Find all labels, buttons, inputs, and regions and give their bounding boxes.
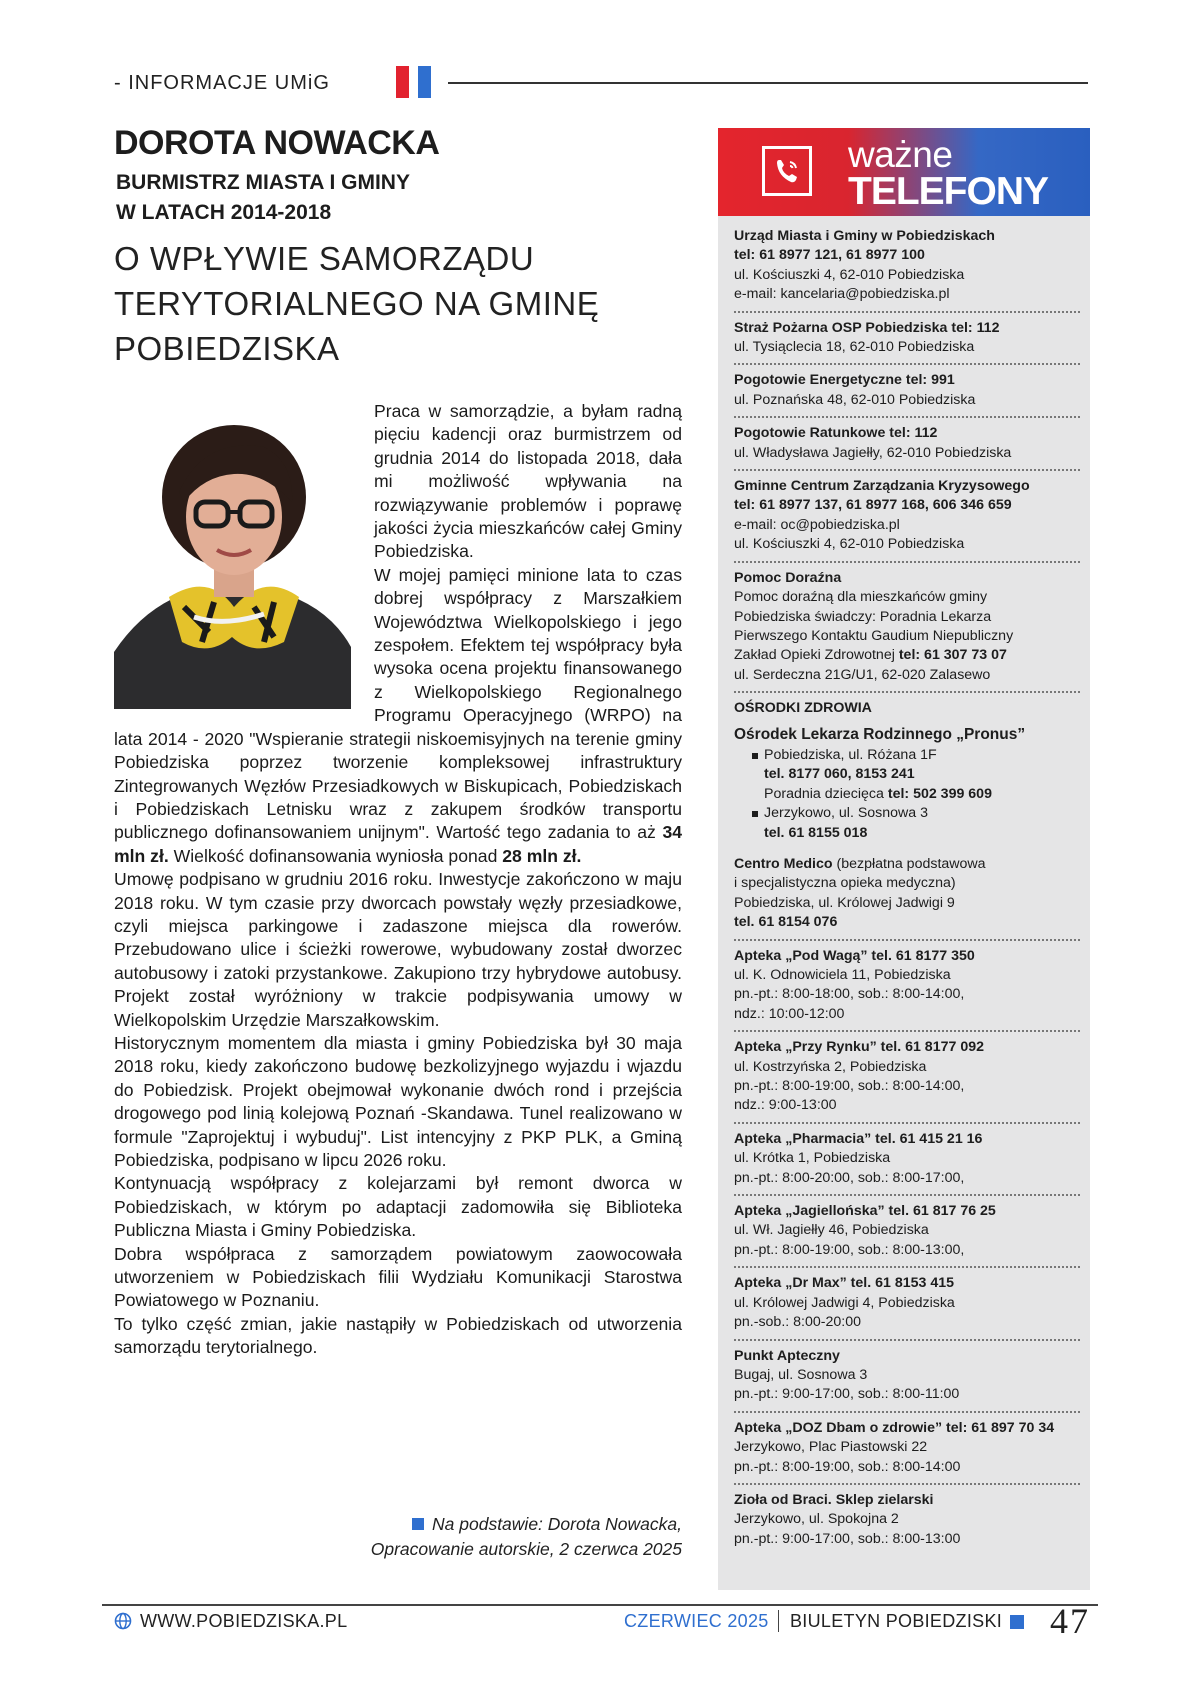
article-title-line: O WPŁYWIE SAMORZĄDU [114,240,535,277]
list-item: Pogotowie Energetyczne tel: 991 ul. Poznańska 48, 62-010 Pobiedziska [734,371,1080,418]
amount-funding: 28 mln zł. [502,845,582,866]
phones-list [734,227,1080,1561]
list-item: Apteka „DOZ Dbam o zdrowie” tel: 61 897 70 34 Jerzykowo, Plac Piastowski 22 pn.-pt.: 8:00-19:00, sob.: 8:00-14:00 [734,1419,1080,1485]
author-role-line: BURMISTRZ MIASTA I GMINY [116,171,410,194]
author-role-line: W LATACH 2014-2018 [116,201,332,224]
amount-total: 34 mln zł. [114,822,683,866]
list-item: Zioła od Braci. Sklep zielarski Jerzykowo, ul. Spokojna 2 pn.-pt.: 9:00-17:00, sob.: 8:00-13:00 [734,1491,961,1547]
list-item: Punkt Apteczny Bugaj, ul. Sosnowa 3 pn.-pt.: 9:00-17:00, sob.: 8:00-11:00 [734,1347,1080,1413]
bullet-icon [752,811,758,817]
list-item: Apteka „Pod Wagą” tel. 61 8177 350 ul. K. Odnowiciela 11, Pobiedziska pn.-pt.: 8:00-18:00, sob.: 8:00-14:00, ndz.: 10:00-12:00 [734,947,1080,1033]
article-paragraph: W mojej pamięci minione lata to czas dobrej współpracy z Marszałkiem Województwa Wielkopolskiego i jego zespołem. Efektem tej współpracy była wysoka ocena projektu finansowanego z Wielkopolskiego Regionalnego Programu Operacyjnego (WRPO) na lata 2014 - 2020 "Wspieranie strategii niskoemisyjnych na terenie gminy Pobiedziska poprzez tworzenie kompleksowej infrastruktury Zintegrowanych Węzłów Przesiadkowych w Biskupicach, Pobiedziskach i Pobiedziskach Letnisku wraz z zakupem środków transportu publicznego dofinansowaniem unijnym". Wartość tego zadania to aż 34 mln zł. Wielkość dofinansowania wyniosła ponad 28 mln zł. [114,564,683,866]
list-item: Urząd Miasta i Gminy w Pobiedziskach tel: 61 8977 121, 61 8977 100 ul. Kościuszki 4, 62-010 Pobiedziska e-mail: kancelaria@pobiedziska.pl [734,227,1080,313]
list-item: Pobiedziska, ul. Różana 1F tel. 8177 060, 8153 241 Poradnia dziecięca tel: 502 399 609 Jerzykowo, ul. Sosnowa 3 tel. 61 8155 018 [734,746,1080,849]
bullet-icon [752,753,758,759]
blue-square-icon [412,1518,424,1530]
list-item: Centro Medico (bezpłatna podstawowa i specjalistyczna opieka medyczna) Pobiedziska, ul. Królowej Jadwigi 9 tel. 61 8154 076 [734,855,1080,941]
section-label: - INFORMACJE UMiG [114,72,330,94]
author-portrait-image [114,402,351,709]
article-paragraph: Umowę podpisano w grudniu 2016 roku. Inwestycje zakończono w maju 2018 roku. W tym czasie przy dworcach powstały węzły przesiadkowe, czyli miejsca parkingowe i zadaszone miejsca dla rowerów. Przebudowano ulice i ścieżki rowerowe, wybudowany został dworzec autobusowy i zatoki przystankowe. Zakupiono trzy hybrydowe autobusy. Projekt został wyróżniony w trakcie podpisywania umowy w Wielkopolskim Urzędzie Marszałkowskim. [114,869,682,1030]
article-title [114,236,674,371]
header-rule [448,82,1088,84]
list-item: Pogotowie Ratunkowe tel: 112 ul. Władysława Jagiełły, 62-010 Pobiedziska [734,424,1080,471]
globe-icon [114,1612,132,1630]
list-item: Gminne Centrum Zarządzania Kryzysowego tel: 61 8977 137, 61 8977 168, 606 346 659 e-mail: oc@pobiedziska.pl ul. Kościuszki 4, 62-010 Pobiedziska [734,477,1080,563]
page-number: 47 [1050,1601,1090,1641]
list-item: Pomoc Doraźna Pomoc doraźną dla mieszkańców gminy Pobiedziska świadczy: Poradnia Lekarza Pierwszego Kontaktu Gaudium Niepubliczny Zakład Opieki Zdrowotnej tel: 61 307 73 07 ul. Serdeczna 21G/U1, 62-020 Zalasewo [734,569,1080,693]
article-paragraph: Kontynuacją współpracy z kolejarzami był remont dworca w Pobiedziskach, w którym po adaptacji zadomowiła się Biblioteka Publiczna Miasta i Gminy Pobiedziska. [114,1173,682,1241]
article-title-line: TERYTORIALNEGO NA GMINĘ [114,285,600,322]
section-heading: OŚRODKI ZDROWIA [734,700,872,717]
article-title-line: POBIEDZISKA [114,330,340,367]
article-paragraph: Praca w samorządzie, a byłam radną pięciu kadencji oraz burmistrzem od grudnia 2014 do listopada 2018, dała mi możliwość wpływania na rozwiązywanie problemów i poprawę jakości życia mieszkańców całej Gminy Pobiedziska. [374,401,682,562]
article-source: Na podstawie: Dorota Nowacka, Opracowanie autorskie, 2 czerwca 2025 [370,1514,682,1559]
article-paragraph: Historycznym momentem dla miasta i gminy Pobiedziska był 30 maja 2018 roku, kiedy zakończono budowę bezkolizyjnego wyjazdu i wjazdu do Pobiedzisk. Projekt obejmował wykonanie dwóch rond i przejścia drogowego pod linią kolejową Poznań -Skandawa. Tunel realizowano w formule "Zaprojektuj i wybuduj". List intencyjny z PKP PLK, a Gminą Pobiedziska, podpisano w lipcu 2026 roku. [114,1032,682,1170]
article-paragraph: To tylko część zmian, jakie nastąpiły w Pobiedziskach od utworzenia samorządu terytorialnego. [114,1313,682,1358]
article-paragraph: Dobra współpraca z samorządem powiatowym zaowocowała utworzeniem w Pobiedziskach filii Wydziału Komunikacji Starostwa Powiatowego w Poznaniu. [114,1243,682,1311]
banner-title-small: ważne [848,134,953,175]
footer-rule [102,1604,1098,1606]
footer-publication: BIULETYN POBIEDZISKI [790,1611,1003,1631]
list-item: Apteka „Pharmacia” tel. 61 415 21 16 ul. Krótka 1, Pobiedziska pn.-pt.: 8:00-20:00, sob.: 8:00-17:00, [734,1130,1080,1196]
author-name: DOROTA NOWACKA [114,124,440,162]
list-item: Apteka „Przy Rynku” tel. 61 8177 092 ul. Kostrzyńska 2, Pobiedziska pn.-pt.: 8:00-19:00, sob.: 8:00-14:00, ndz.: 9:00-13:00 [734,1038,1080,1124]
color-flag-decoration [396,66,432,98]
footer-divider [778,1610,779,1632]
footer-issue-date: CZERWIEC 2025 [624,1611,769,1631]
article-body [114,400,682,1360]
footer-website-link[interactable]: WWW.POBIEDZISKA.PL [140,1611,348,1631]
author-portrait [114,402,354,712]
list-item: Apteka „Dr Max” tel. 61 8153 415 ul. Królowej Jadwigi 4, Pobiedziska pn.-sob.: 8:00-20:00 [734,1274,1080,1340]
list-item: Apteka „Jagiellońska” tel. 61 817 76 25 ul. Wł. Jagiełły 46, Pobiedziska pn.-pt.: 8:00-19:00, sob.: 8:00-13:00, [734,1202,1080,1268]
clinic-title: Ośrodek Lekarza Rodzinnego „Pronus” [734,725,1026,743]
blue-square-icon [1010,1615,1024,1629]
banner-title-big: TELEFONY [848,170,1049,213]
author-role [116,168,410,228]
list-item: Straż Pożarna OSP Pobiedziska tel: 112 ul. Tysiąclecia 18, 62-010 Pobiedziska [734,319,1080,366]
phone-icon [762,146,812,196]
